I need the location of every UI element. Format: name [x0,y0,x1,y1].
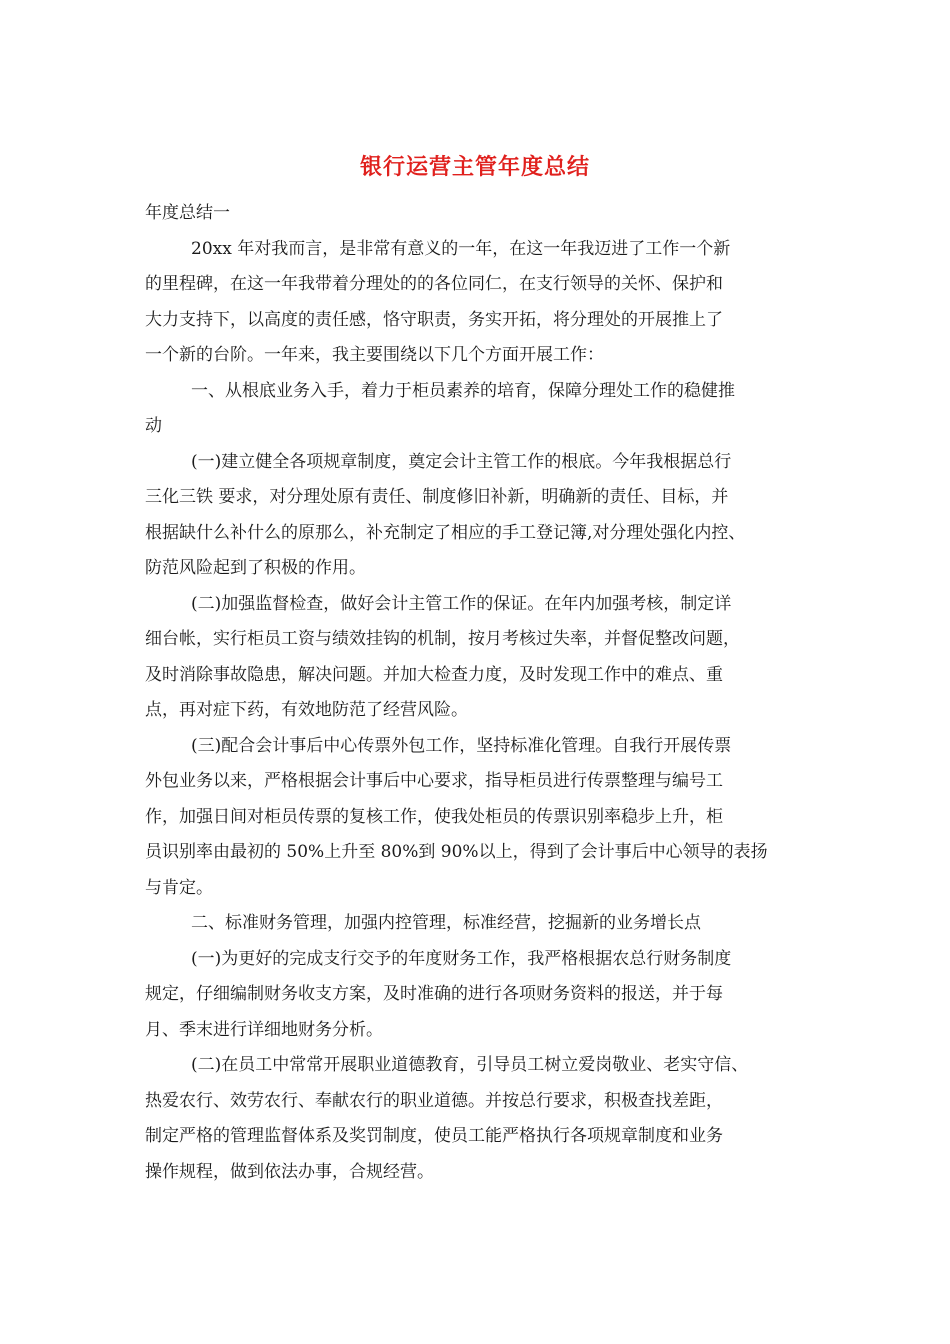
text-line: (二)加强监督检查，做好会计主管工作的保证。在年内加强考核，制定详 [191,593,732,614]
text-line: 根据缺什么补什么的原那么，补充制定了相应的手工登记簿,对分理处强化内控、 [145,522,746,543]
text-line: 动 [145,416,162,436]
text-line: 细台帐，实行柜员工资与绩效挂钩的机制，按月考核过失率，并督促整改问题， [145,629,740,649]
text-line: 一、从根底业务入手，着力于柜员素养的培育，保障分理处工作的稳健推 [191,380,735,401]
text-line: (三)配合会计事后中心传票外包工作，坚持标准化管理。自我行开展传票 [191,735,732,756]
text-line: 大力支持下，以高度的责任感，恪守职责，务实开拓，将分理处的开展推上了 [145,309,723,330]
text-line: 外包业务以来，严格根据会计事后中心要求，指导柜员进行传票整理与编号工 [145,771,723,791]
text-line: 点，再对症下药，有效地防范了经营风险。 [145,700,468,720]
text-line: 三化三铁 要求，对分理处原有责任、制度修旧补新，明确新的责任、目标，并 [145,487,729,507]
text-line: 的里程碑，在这一年我带着分理处的的各位同仁，在支行领导的关怀、保护和 [145,274,723,294]
text-line: 年度总结一 [145,203,230,223]
text-line: 作，加强日间对柜员传票的复核工作，使我处柜员的传票识别率稳步上升，柜 [145,806,723,827]
text-line: 防范风险起到了积极的作用。 [145,558,366,578]
text-line: 20xx 年对我而言，是非常有意义的一年，在这一年我迈进了工作一个新 [191,238,731,259]
text-line: 二、标准财务管理，加强内控管理，标准经营，挖掘新的业务增长点 [191,913,701,933]
text-line: (一)建立健全各项规章制度，奠定会计主管工作的根底。今年我根据总行 [191,451,732,472]
text-line: 操作规程，做到依法办事，合规经营。 [145,1161,434,1182]
text-line: 月、季末进行详细地财务分析。 [145,1019,383,1040]
text-line: 规定，仔细编制财务收支方案，及时准确的进行各项财务资料的报送，并于每 [145,984,723,1004]
text-line: 热爱农行、效劳农行、奉献农行的职业道德。并按总行要求，积极查找差距， [145,1090,723,1111]
document-title: 银行运营主管年度总结 [359,154,590,180]
text-line: (一)为更好的完成支行交予的年度财务工作，我严格根据农总行财务制度 [191,948,732,969]
text-line: (二)在员工中常常开展职业道德教育，引导员工树立爱岗敬业、老实守信、 [191,1055,749,1075]
document-body [145,196,825,1190]
text-line: 制定严格的管理监督体系及奖罚制度，使员工能严格执行各项规章制度和业务 [145,1126,723,1146]
text-line: 员识别率由最初的 50%上升至 80%到 90%以上，得到了会计事后中心领导的表扬 [145,842,768,862]
text-line: 及时消除事故隐患，解决问题。并加大检查力度，及时发现工作中的难点、重 [145,664,723,685]
text-line: 一个新的台阶。一年来，我主要围绕以下几个方面开展工作： [145,345,604,365]
text-line: 与肯定。 [145,877,213,898]
